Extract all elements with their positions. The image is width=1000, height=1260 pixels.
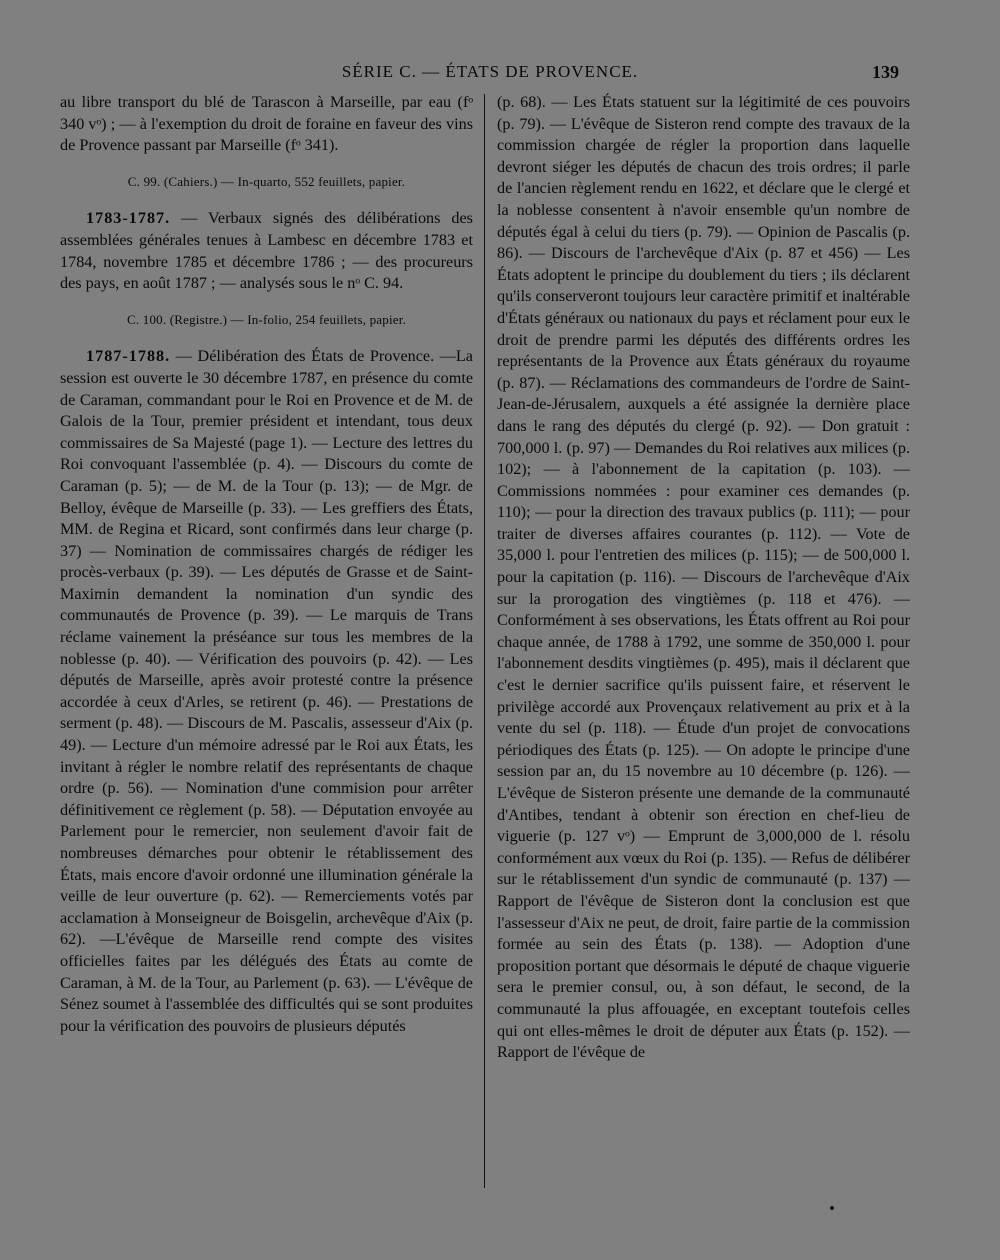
entry-date: 1787-1788. <box>86 347 171 366</box>
entry-1783-1787 <box>60 208 473 294</box>
archive-note-c99: C. 99. (Cahiers.) — In-quarto, 552 feuillets, papier. <box>127 173 406 189</box>
entry-1787-1788 <box>60 346 473 1037</box>
running-title: SÉRIE C. — ÉTATS DE PROVENCE. <box>341 62 639 81</box>
running-header <box>0 62 1000 90</box>
page-speck <box>830 1206 834 1210</box>
entry-text: — Délibération des États de Provence. —La session est ouverte le 30 décembre 1787, en présence du comte de Caraman, commandant pour le Roi en Provence et de M. de Galois de la Tour, premier président et intendant, tous deux commissaires de Sa Majesté (page 1). — Lecture des lettres du Roi convoquant l'assemblée (p. 4). — Discours du comte de Caraman (p. 5); — de M. de la Tour (p. 13); — de Mgr. de Belloy, évêque de Marseille (p. 33). — Les greffiers des États, MM. de Regina et Ricard, sont confirmés dans leur charge (p. 37) — Nomination de commissaires chargés de rédiger les procès-verbaux (p. 39). — Les députés de Grasse et de Saint-Maximin demandent la nomination d'un syndic des communautés de Provence (p. 39). — Le marquis de Trans réclame vainement la préséance sur tous les membres de la noblesse (p. 40). — Vérification des pouvoirs (p. 42). — Les députés de Marseille, après avoir protesté contre la présence accordée à ceux d'Arles, se retirent (p. 46). — Prestations de serment (p. 48). — Discours de M. Pascalis, assesseur d'Aix (p. 49). — Lecture d'un mémoire adressé par le Roi aux États, les invitant à régler le nombre relatif des représentants de chaque ordre (p. 56). — Nomination d'une commision pour arrêter définitivement ce règlement (p. 58). — Députation envoyée au Parlement pour le remercier, non seulement d'avoir fait de nombreuses démarches pour obtenir le rétablissement des États, mais encore d'avoir ordonné une illumination générale la veille de leur ouverture (p. 62). — Remerciements votés par acclamation à Monseigneur de Boisgelin, archevêque d'Aix (p. 62). —L'évêque de Marseille rend compte des visites officielles faites par les délégués des États au comte de Caraman, à M. de la Tour, au Parlement (p. 63). — L'évêque de Sénez soumet à l'assemblée des difficultés qui se sont produites pour la vérification des pouvoirs de plusieurs députés <box>60 347 473 1035</box>
entry-date: 1783-1787. <box>86 209 171 228</box>
page-number: 139 <box>872 62 899 82</box>
column-divider <box>484 94 485 1188</box>
left-column <box>60 92 473 1037</box>
entry-text: — Verbaux signés des délibérations des assemblées générales tenues à Lambesc en décembre 1783 et 1784, novembre 1785 et décembre 1786 ; — des procureurs des pays, en août 1787 ; — analysés sous le nᵒ C. 94. <box>60 209 473 293</box>
right-column <box>497 92 910 1064</box>
archive-note-c100: C. 100. (Registre.) — In-folio, 254 feuillets, papier. <box>126 311 407 327</box>
left-paragraph-continuation: au libre transport du blé de Tarascon à Marseille, par eau (fᵒ 340 vᵒ) ; — à l'exemption du droit de foraine en faveur des vins de Provence passant par Marseille (fᵒ 341). <box>60 93 473 155</box>
right-column-text: (p. 68). — Les États statuent sur la légitimité de ces pouvoirs (p. 79). — L'évêque de Sisteron rend compte des travaux de la commission chargée de régler la proportion dans laquelle devront siéger les députés de chacun des trois ordres; il parle de l'ancien règlement rendu en 1622, et déclare que le clergé et la noblesse consentent à n'avoir ensemble qu'un nombre de députés égal à celui du tiers (p. 79). — Opinion de Pascalis (p. 86). — Discours de l'archevêque d'Aix (p. 87 et 456) — Les États adoptent le principe du doublement du tiers ; ils déclarent qu'ils conserveront toujours leur caractère primitif et inaltérable d'États généraux ou nationaux du pays et réclament pour eux le droit de prendre parmi les députés des différents ordres les représentants de la Provence aux États généraux du royaume (p. 87). — Réclamations des commandeurs de l'ordre de Saint-Jean-de-Jérusalem, auxquels a été assignée la dernière place dans le rang des députés du clergé (p. 92). — Don gratuit : 700,000 l. (p. 97) — Demandes du Roi relatives aux milices (p. 102); — à l'abonnement de la capitation (p. 103). — Commissions nommées : pour examiner ces demandes (p. 110); — pour la direction des travaux publics (p. 111); — pour traiter de diverses affaires courantes (p. 112). — Vote de 35,000 l. pour l'entretien des milices (p. 115); — de 500,000 l. pour la capitation (p. 116). — Discours de l'archevêque d'Aix sur la prorogation des vingtièmes (p. 118 et 476). — Conformément à ses observations, les États offrent au Roi pour chaque année, de 1788 à 1792, une somme de 350,000 l. pour l'abonnement desdits vingtièmes (p. 495), mais il déclarent que c'est le dernier sacrifice qu'ils puissent faire, et réservent le privilège accordé aux Provençaux relativement au prix et à la vente du sel (p. 118). — Étude d'un projet de convocations périodiques des États (p. 125). — On adopte le principe d'une session par an, du 15 novembre au 10 décembre (p. 126). — L'évêque de Sisteron présente une demande de la communauté d'Antibes, tendant à obtenir son érection en chef-lieu de viguerie (p. 127 vᵒ) — Emprunt de 3,000,000 de l. résolu conformément aux vœux du Roi (p. 135). — Refus de délibérer sur le rétablissement d'un syndic de communauté (p. 137) — Rapport de l'évêque de Sisteron dont la conclusion est que l'assesseur d'Aix ne peut, de droit, faire partie de la commission formée au sein des États (p. 138). — Adoption d'une proposition portant que désormais le député de chaque viguerie sera le premier consul, ou, à son défaut, le second, de la communauté la plus affouagée, en exceptant toutefois celles qui ont elles-mêmes le droit de députer aux États (p. 152). — Rapport de l'évêque de <box>497 93 910 1062</box>
